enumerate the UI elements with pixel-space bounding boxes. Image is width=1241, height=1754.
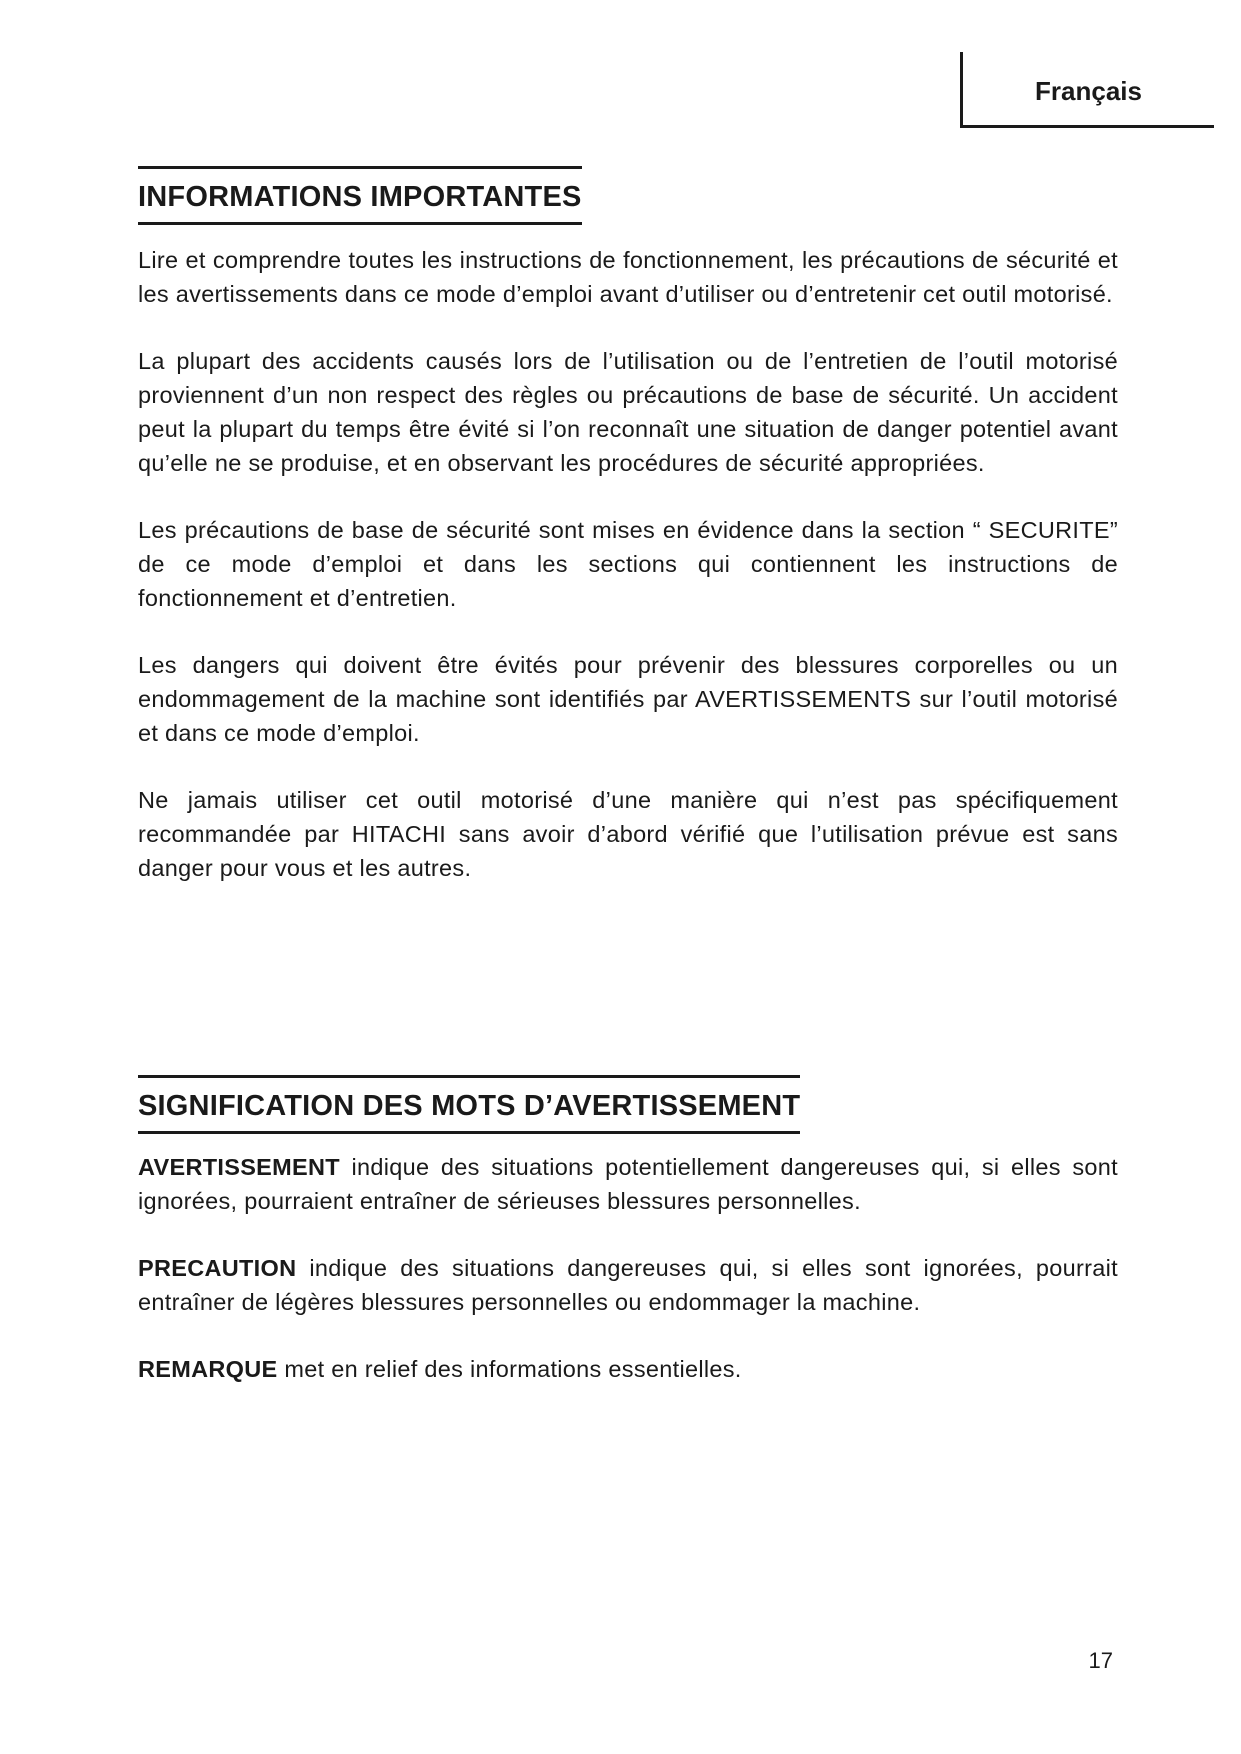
note-definition xyxy=(138,1352,1118,1386)
note-term: REMARQUE xyxy=(138,1356,278,1382)
page-number: 17 xyxy=(1088,1648,1113,1673)
warning-text: indique des situations potentiellement dangereuses qui, si elles sont ignorées, pourraient entraîner de sérieuses blessures personnelles. xyxy=(138,1154,1118,1214)
section-important-information xyxy=(138,166,1118,918)
warning-term: AVERTISSEMENT xyxy=(138,1154,340,1180)
paragraph: La plupart des accidents causés lors de l’utilisation ou de l’entretien de l’outil motorisé proviennent d’un non respect des règles ou précautions de base de sécurité. Un accident peut la plupart du temps être évité si l’on reconnaît une situation de danger potentiel avant qu’elle ne se produise, et en observant les procédures de sécurité appropriées. xyxy=(138,348,1118,476)
section-heading-box xyxy=(138,166,582,225)
paragraph: Les précautions de base de sécurité sont mises en évidence dans la section “ SECURITE” de ce mode d’emploi et dans les sections qui contiennent les instructions de fonctionnement et d’entretien. xyxy=(138,517,1118,611)
paragraph: Lire et comprendre toutes les instructions de fonctionnement, les précautions de sécurité et les avertissements dans ce mode d’emploi avant d’utiliser ou d’entretenir cet outil motorisé. xyxy=(138,247,1118,307)
caution-term: PRECAUTION xyxy=(138,1255,297,1281)
note-text: met en relief des informations essentielles. xyxy=(277,1356,742,1382)
warning-definition xyxy=(138,1150,1118,1218)
section-title: SIGNIFICATION DES MOTS D’AVERTISSEMENT xyxy=(138,1090,801,1122)
language-label: Français xyxy=(1035,76,1142,106)
paragraph: Les dangers qui doivent être évités pour prévenir des blessures corporelles ou un endommagement de la machine sont identifiés par AVERTISSEMENTS sur l’outil motorisé et dans ce mode d’emploi. xyxy=(138,652,1118,746)
section-title: INFORMATIONS IMPORTANTES xyxy=(138,181,582,213)
section-heading-box xyxy=(138,1075,800,1134)
caution-text: indique des situations dangereuses qui, si elles sont ignorées, pourrait entraîner de légères blessures personnelles ou endommager la machine. xyxy=(138,1255,1118,1315)
section-warning-words xyxy=(138,1075,1118,1419)
language-tab xyxy=(960,52,1214,128)
paragraph: Ne jamais utiliser cet outil motorisé d’une manière qui n’est pas spécifiquement recommandée par HITACHI sans avoir d’abord vérifié que l’utilisation prévue est sans danger pour vous et les autres. xyxy=(138,787,1118,881)
caution-definition xyxy=(138,1251,1118,1319)
